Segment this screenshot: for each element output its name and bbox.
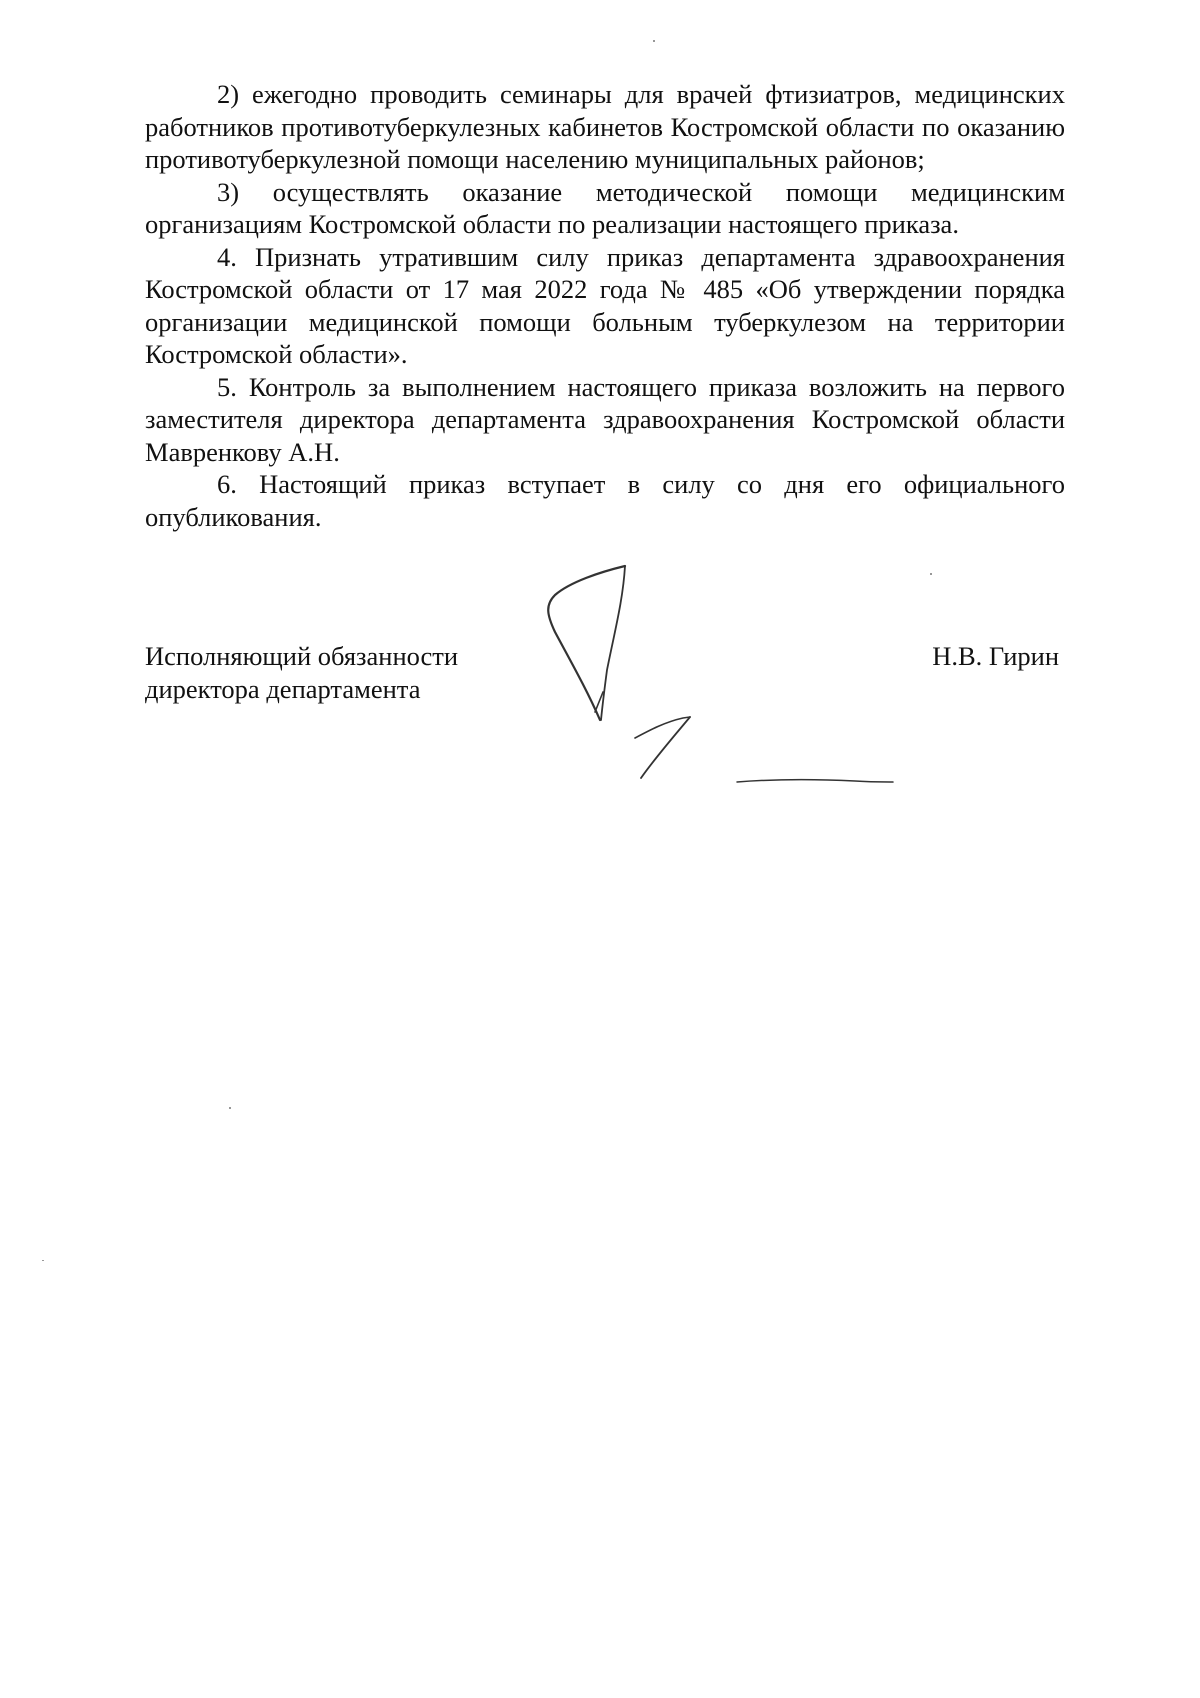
scan-speck (42, 1260, 44, 1261)
paragraph-point-6: 6. Настоящий приказ вступает в силу со дня его официального опубликования. (145, 469, 1065, 532)
paragraph-point-4: 4. Признать утратившим силу приказ департамента здравоохранения Костромской области от 17 мая 2022 года № 485 «Об утверждении порядка организации медицинской помощи больным туберкулезом на территории Костромской области». (145, 241, 1065, 369)
scan-speck (930, 573, 932, 575)
paragraph-point-5: 5. Контроль за выполнением настоящего приказа возложить на первого заместителя директора департамента здравоохранения Костромской области Мавренкову А.Н. (145, 371, 1065, 467)
paragraph-item-3: 3) осуществлять оказание методической помощи медицинским организациям Костромской области по реализации настоящего приказа. (145, 176, 1065, 239)
scan-speck (229, 1107, 231, 1109)
paragraph-item-2: 2) ежегодно проводить семинары для врачей фтизиатров, медицинских работников противотуберкулезных кабинетов Костромской области по оказанию противотуберкулезной помощи населению муниципальных районов; (145, 79, 1065, 174)
position-line-2: директора департамента (145, 673, 421, 704)
position-line-1: Исполняющий обязанности (145, 641, 459, 671)
signatory-name: Н.В. Гирин (932, 641, 1059, 671)
document-body (145, 78, 1065, 533)
scan-speck (653, 40, 655, 42)
signatory-position (145, 640, 565, 705)
handwritten-signature (515, 560, 905, 800)
